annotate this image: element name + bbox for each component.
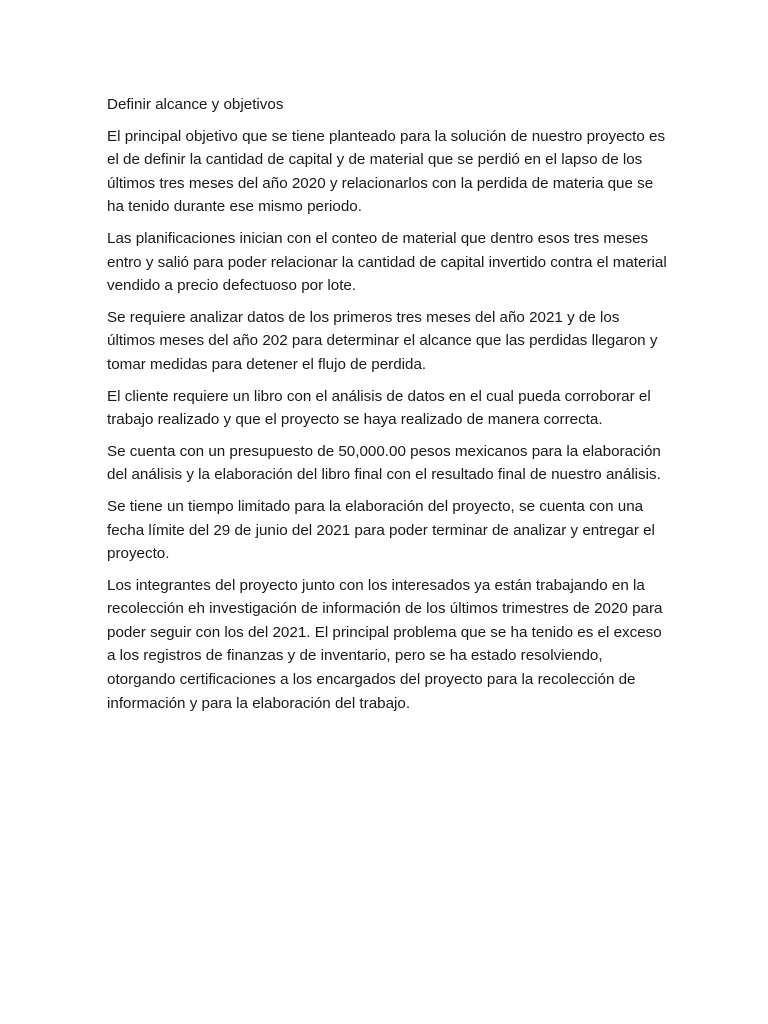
section-heading: Definir alcance y objetivos bbox=[107, 96, 284, 113]
paragraph-client-requirement: El cliente requiere un libro con el análisis de datos en el cual pueda corroborar el trabajo realizado y que el proyecto se haya realizado de manera correcta. bbox=[107, 387, 651, 429]
paragraph-planning: Las planificaciones inician con el conteo de material que dentro esos tres meses entro y salió para poder relacionar la cantidad de capital invertido contra el material vendido a precio defectuoso por lote. bbox=[107, 229, 667, 295]
paragraph-data-analysis: Se requiere analizar datos de los primeros tres meses del año 2021 y de los últimos meses del año 202 para determinar el alcance que las perdidas llegaron y tomar medidas para detener el flujo de perdida. bbox=[107, 308, 658, 373]
paragraph-budget: Se cuenta con un presupuesto de 50,000.00 pesos mexicanos para la elaboración del análisis y la elaboración del libro final con el resultado final de nuestro análisis. bbox=[107, 442, 661, 484]
document-body bbox=[107, 93, 667, 723]
paragraph-team-progress: Los integrantes del proyecto junto con los interesados ya están trabajando en la recolección eh investigación de información de los últimos trimestres de 2020 para poder seguir con los del 2021. El principal problema que se ha tenido es el exceso a los registros de finanzas y de inventario, pero se ha estado resolviendo, otorgando certificaciones a los encargados del proyecto para la recolección de información y para la elaboración del trabajo. bbox=[107, 576, 663, 712]
paragraph-objective: El principal objetivo que se tiene planteado para la solución de nuestro proyecto es el de definir la cantidad de capital y de material que se perdió en el lapso de los últimos tres meses del año 2020 y relacionarlos con la perdida de materia que se ha tenido durante ese mismo periodo. bbox=[107, 127, 666, 216]
paragraph-deadline: Se tiene un tiempo limitado para la elaboración del proyecto, se cuenta con una fecha límite del 29 de junio del 2021 para poder terminar de analizar y entregar el proyecto. bbox=[107, 497, 655, 563]
